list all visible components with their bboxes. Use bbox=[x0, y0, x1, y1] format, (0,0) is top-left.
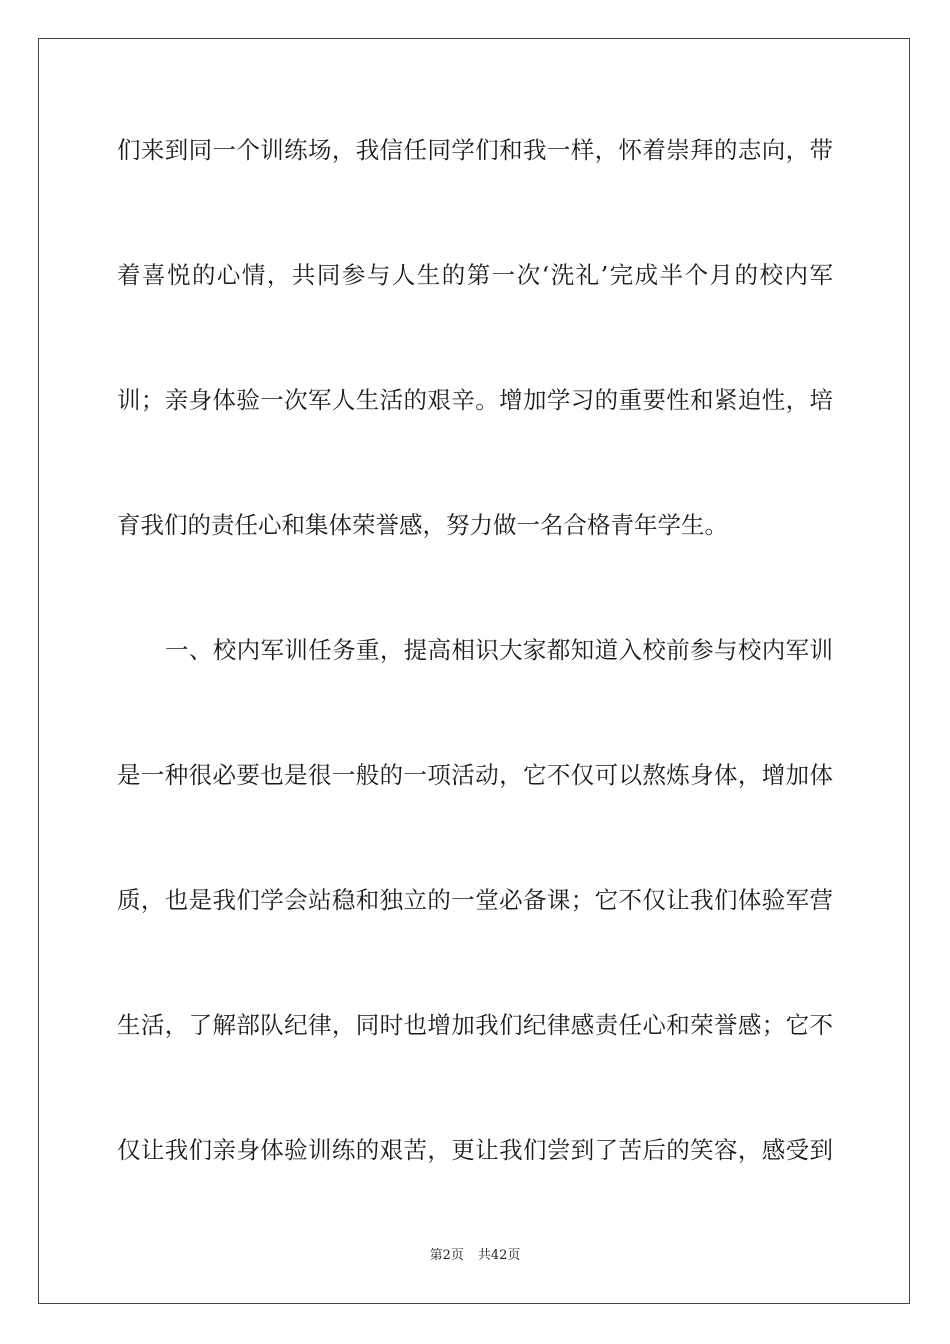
paragraph-line: 训；亲身体验一次军人生活的艰辛。增加学习的重要性和紧迫性，培 bbox=[117, 386, 833, 414]
page-footer bbox=[0, 1247, 950, 1265]
paragraph-line: 育我们的责任心和集体荣誉感，努力做一名合格青年学生。 bbox=[117, 511, 728, 539]
page-border bbox=[38, 38, 910, 1304]
paragraph-line: 们来到同一个训练场，我信任同学们和我一样，怀着崇拜的志向，带 bbox=[117, 136, 833, 164]
page-total: 共42页 bbox=[477, 1248, 521, 1263]
paragraph-line: 着喜悦的心情，共同参与人生的第一次‘洗礼’完成半个月的校内军 bbox=[117, 261, 833, 289]
paragraph-line: 质，也是我们学会站稳和独立的一堂必备课；它不仅让我们体验军营 bbox=[117, 886, 833, 914]
paragraph-line: 生活，了解部队纪律，同时也增加我们纪律感责任心和荣誉感；它不 bbox=[117, 1011, 833, 1039]
paragraph-line: 仅让我们亲身体验训练的艰苦，更让我们尝到了苦后的笑容，感受到 bbox=[117, 1136, 833, 1164]
paragraph-line: 一、校内军训任务重，提高相识大家都知道入校前参与校内军训 bbox=[165, 636, 833, 664]
page-number: 第2页 bbox=[429, 1248, 464, 1263]
paragraph-line: 是一种很必要也是很一般的一项活动，它不仅可以熬炼身体，增加体 bbox=[117, 761, 833, 789]
